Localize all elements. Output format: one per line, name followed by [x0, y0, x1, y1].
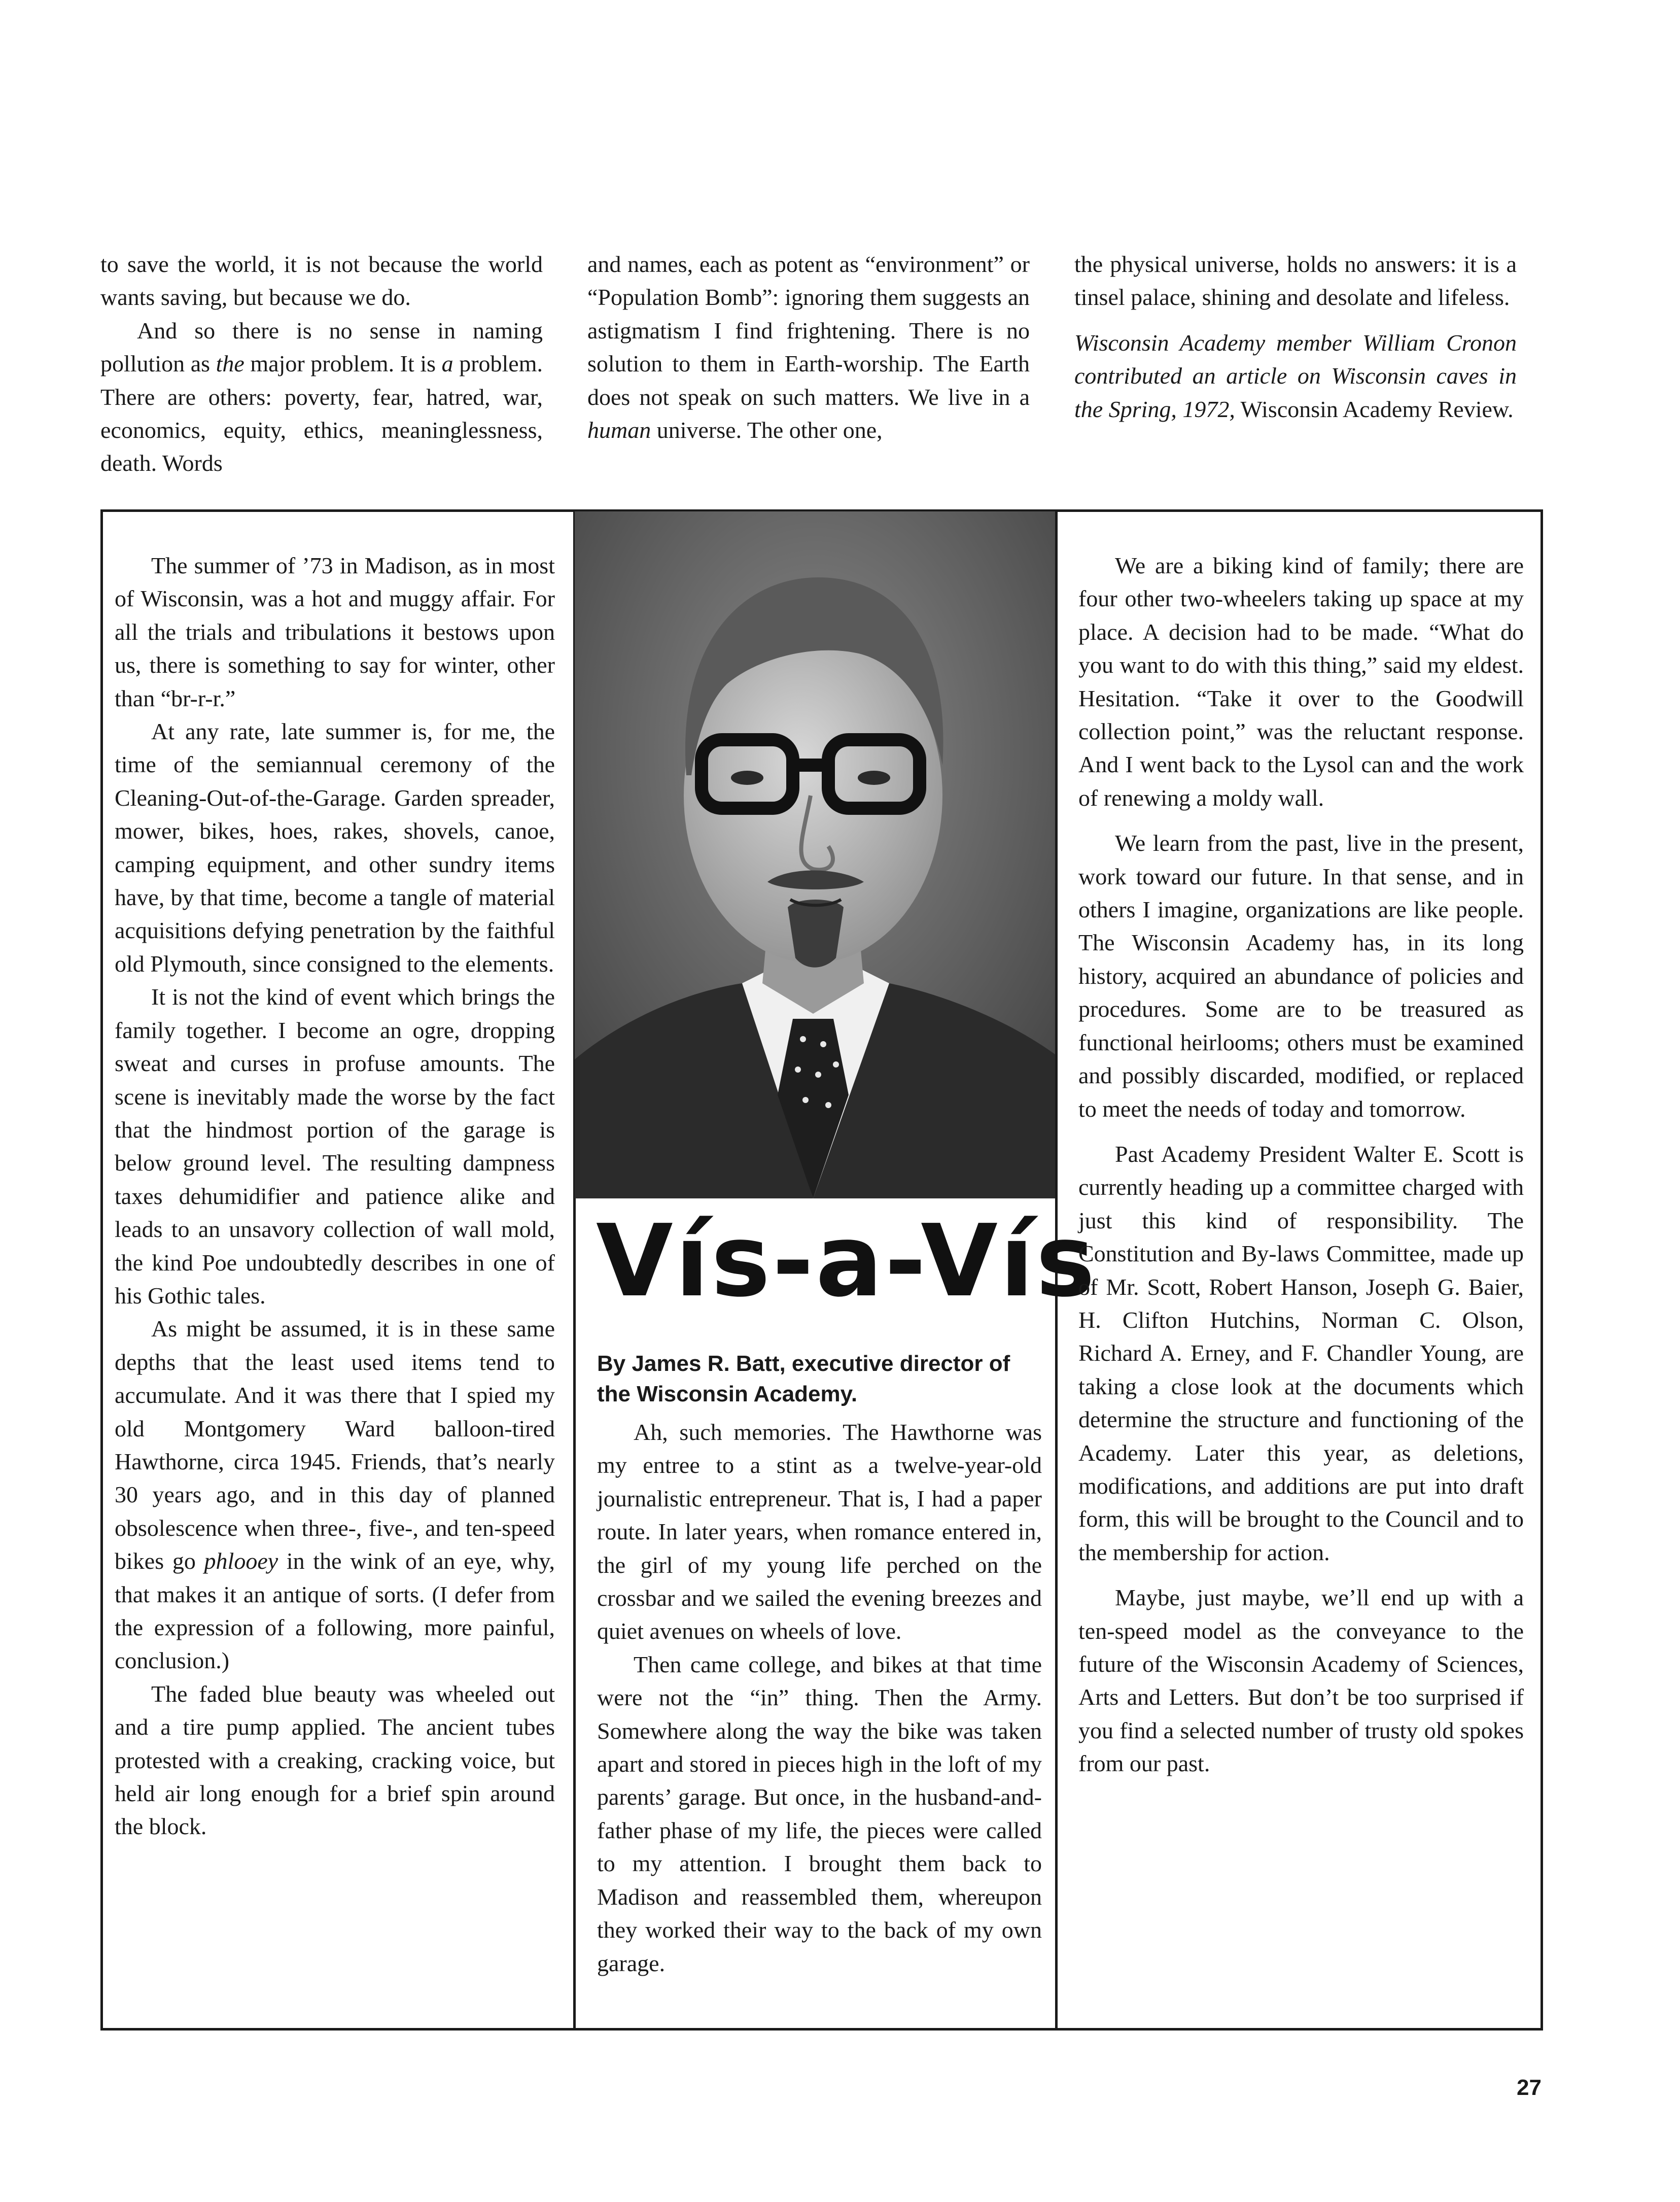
article-column-middle — [597, 1416, 1042, 1980]
paragraph: It is not the kind of event which brings the family together. I become an ogre, dropping sweat and curses in profuse amounts. The scene is inevitably made the worse by the fact that the hindmost portion of the garage is below ground level. The resulting dampness taxes dehumidifier and patience alike and leads to an unsavory collection of wall mold, the kind Poe undoubtedly describes in one of his Gothic tales. — [115, 984, 555, 1309]
paragraph: to save the world, it is not because the world wants saving, but because we do. — [100, 251, 543, 311]
portrait-illustration — [575, 511, 1055, 1198]
paragraph: the physical universe, holds no answers: it is a tinsel palace, shining and desolate and lifeless. — [1074, 251, 1517, 311]
paragraph: Maybe, just maybe, we’ll end up with a ten-speed model as the conveyance to the future of the Wisconsin Academy of Sciences, Arts and Letters. But don’t be too surprised if you find a selected number of trusty old spokes from our past. — [1078, 1585, 1524, 1777]
paragraph: And so there is no sense in naming pollution as the major problem. It is a problem. There are others: poverty, fear, hatred, war, economics, equity, ethics, meaninglessness, death. Words — [100, 317, 543, 476]
author-portrait — [575, 511, 1055, 1198]
article-headline: Vís-a-Vís — [596, 1203, 1097, 1319]
contributor-note: Wisconsin Academy member William Cronon contributed an article on Wisconsin caves in the Spring, 1972, Wisconsin Academy Review. — [1074, 329, 1517, 422]
top-column-1 — [100, 248, 543, 480]
paragraph: As might be assumed, it is in these same depths that the least used items tend to accumulate. And it was there that I spied my old Montgomery Ward balloon-tired Hawthorne, circa 1945. Friends, that’s nearly 30 years ago, and in this day of planned obsolescence when three-, five-, and ten-speed bikes go phlooey in the wink of an eye, why, that makes it an antique of sorts. (I defer from the expression of a following, more painful, conclusion.) — [115, 1316, 555, 1674]
top-column-3 — [1074, 248, 1517, 426]
top-column-2 — [587, 248, 1030, 446]
page-number: 27 — [1517, 2075, 1542, 2100]
article-byline: By James R. Batt, executive director of the Wisconsin Academy. — [597, 1351, 1010, 1406]
paragraph: Ah, such memories. The Hawthorne was my entree to a stint as a twelve-year-old journalistic entrepreneur. That is, I had a paper route. In later years, when romance entered in, the girl of my young life perched on the crossbar and we sailed the evening breezes and quiet avenues on wheels of love. — [597, 1419, 1042, 1644]
paragraph: We are a biking kind of family; there are four other two-wheelers taking up space at my place. A decision had to be made. “What do you want to do with this thing,” said my eldest. Hesitation. “Take it over to the Goodwill collection point,” was the reluctant response. And I went back to the Lysol can and the work of renewing a moldy wall. — [1078, 553, 1524, 811]
article-column-left — [115, 549, 555, 1843]
paragraph: Past Academy President Walter E. Scott is currently heading up a committee charged with just this kind of responsibility. The Constitution and By-laws Committee, made up of Mr. Scott, Robert Hanson, Joseph G. Baier, H. Clifton Hutchins, Norman C. Olson, Richard A. Erney, and F. Chandler Young, are taking a close look at the documents which determine the structure and functioning of the Academy. Later this year, as deletions, modifications, and additions are put into draft form, this will be brought to the Council and to the membership for action. — [1078, 1141, 1524, 1565]
paragraph: Then came college, and bikes at that time were not the “in” thing. Then the Army. Somewhere along the way the bike was taken apart and stored in pieces high in the loft of my parents’ garage. But once, in the husband-and-father phase of my life, the pieces were called to my attention. I brought them back to Madison and reassembled them, whereupon they worked their way to the back of my own garage. — [597, 1651, 1042, 1976]
article-column-right — [1078, 549, 1524, 1780]
paragraph: The summer of ’73 in Madison, as in most of Wisconsin, was a hot and muggy affair. For all the trials and tribulations it bestows upon us, there is something to say for winter, other than “br-r-r.” — [115, 553, 555, 711]
paragraph: The faded blue beauty was wheeled out and a tire pump applied. The ancient tubes protested with a creaking, cracking voice, but held air long enough for a brief spin around the block. — [115, 1680, 555, 1840]
paragraph: At any rate, late summer is, for me, the time of the semiannual ceremony of the Cleaning-Out-of-the-Garage. Garden spreader, mower, bikes, hoes, rakes, shovels, canoe, camping equipment, and other sundry items have, by that time, become a tangle of material acquisitions defying penetration by the faithful old Plymouth, since consigned to the elements. — [115, 718, 555, 977]
paragraph: and names, each as potent as “environment” or “Population Bomb”: ignoring them suggests an astigmatism I find frightening. There is no solution to them in Earth-worship. The Earth does not speak on such matters. We live in a human universe. The other one, — [587, 251, 1030, 443]
paragraph: We learn from the past, live in the present, work toward our future. In that sense, and in others I imagine, organizations are like people. The Wisconsin Academy has, in its long history, acquired an abundance of policies and procedures. Some are to be treasured as functional heirlooms; others must be examined and possibly discarded, modified, or replaced to meet the needs of today and tomorrow. — [1078, 830, 1524, 1122]
